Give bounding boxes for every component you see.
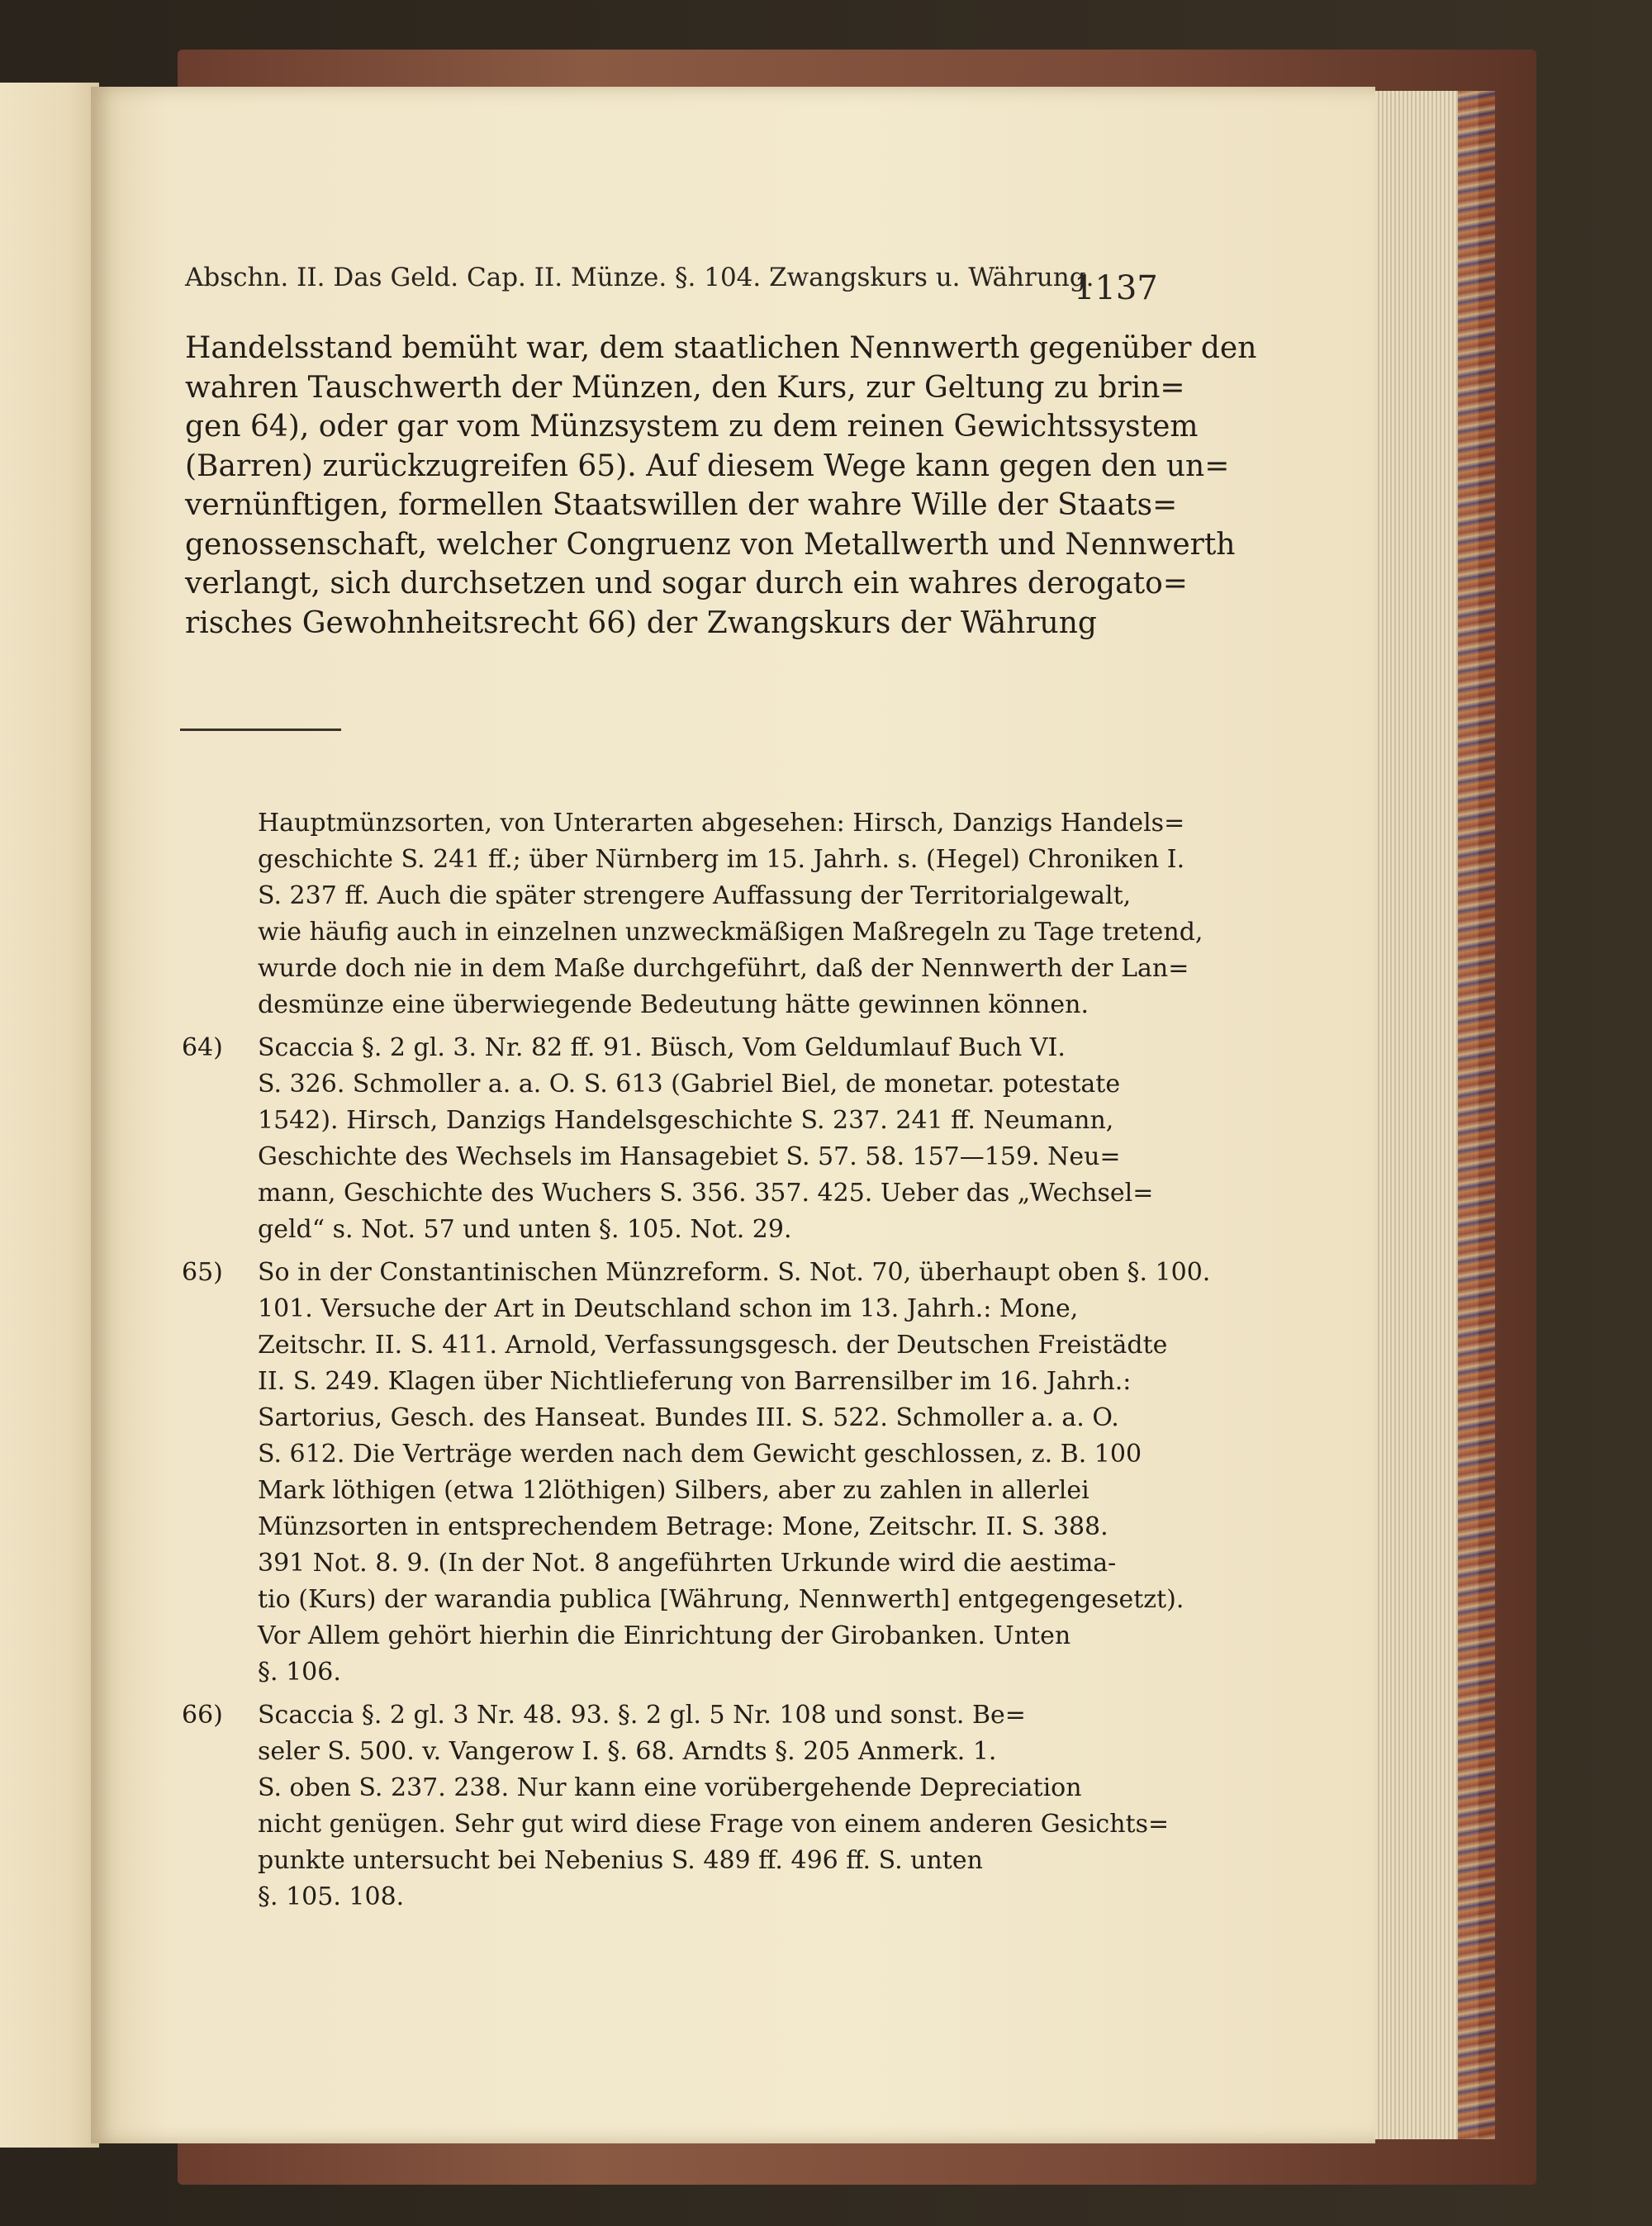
- footnote-line: 1542). Hirsch, Danzigs Handelsgeschichte S. 237. 241 ff. Neumann,: [258, 1106, 1114, 1135]
- footnote-number: 66): [182, 1701, 223, 1730]
- footnote-line: Hauptmünzsorten, von Unterarten abgesehen: Hirsch, Danzigs Handels=: [258, 809, 1185, 838]
- footnote-line: seler S. 500. v. Vangerow I. §. 68. Arndts §. 205 Anmerk. 1.: [258, 1737, 997, 1766]
- running-header: Abschn. II. Das Geld. Cap. II. Münze. §. 104. Zwangskurs u. Währung.: [185, 263, 1094, 292]
- footnote-line: geld“ s. Not. 57 und unten §. 105. Not. 29.: [258, 1215, 792, 1244]
- footnote-line: II. S. 249. Klagen über Nichtlieferung von Barrensilber im 16. Jahrh.:: [258, 1367, 1132, 1396]
- footnote-line: desmünze eine überwiegende Bedeutung hätte gewinnen können.: [258, 990, 1089, 1019]
- footnote-line: punkte untersucht bei Nebenius S. 489 ff. 496 ff. S. unten: [258, 1846, 983, 1875]
- footnote-line: So in der Constantinischen Münzreform. S. Not. 70, überhaupt oben §. 100.: [258, 1258, 1211, 1287]
- footnote-separator: [180, 729, 341, 731]
- footnote-line: 391 Not. 8. 9. (In der Not. 8 angeführten Urkunde wird die aestima-: [258, 1549, 1117, 1578]
- body-line: genossenschaft, welcher Congruenz von Metallwerth und Nennwerth: [185, 527, 1236, 562]
- footnote-line: wurde doch nie in dem Maße durchgeführt, daß der Nennwerth der Lan=: [258, 954, 1189, 983]
- footnotes: [182, 805, 1211, 1915]
- body-line: vernünftigen, formellen Staatswillen der wahre Wille der Staats=: [185, 488, 1178, 522]
- footnote-number: 65): [182, 1258, 223, 1287]
- footnote-line: Münzsorten in entsprechendem Betrage: Mone, Zeitschr. II. S. 388.: [258, 1512, 1108, 1541]
- footnote-line: mann, Geschichte des Wuchers S. 356. 357. 425. Ueber das „Wechsel=: [258, 1179, 1154, 1208]
- body-line: risches Gewohnheitsrecht 66) der Zwangskurs der Währung: [185, 605, 1097, 640]
- footnote-line: §. 106.: [258, 1658, 341, 1687]
- footnote-line: Vor Allem gehört hierhin die Einrichtung der Girobanken. Unten: [258, 1621, 1071, 1650]
- footnote-line: Mark löthigen (etwa 12löthigen) Silbers, aber zu zahlen in allerlei: [258, 1476, 1089, 1505]
- footnote-line: S. 326. Schmoller a. a. O. S. 613 (Gabriel Biel, de monetar. potestate: [258, 1070, 1121, 1099]
- footnote-line: Zeitschr. II. S. 411. Arnold, Verfassungsgesch. der Deutschen Freistädte: [258, 1331, 1168, 1360]
- left-page: [0, 83, 99, 2148]
- footnote-line: Scaccia §. 2 gl. 3 Nr. 48. 93. §. 2 gl. 5 Nr. 108 und sonst. Be=: [258, 1701, 1026, 1730]
- footnote-line: Geschichte des Wechsels im Hansagebiet S. 57. 58. 157—159. Neu=: [258, 1142, 1121, 1171]
- body-line: Handelsstand bemüht war, dem staatlichen Nennwerth gegenüber den: [185, 331, 1257, 365]
- footnote-65: [182, 1255, 1211, 1691]
- footnote-line: §. 105. 108.: [258, 1882, 405, 1911]
- footnote-line: geschichte S. 241 ff.; über Nürnberg im 15. Jahrh. s. (Hegel) Chroniken I.: [258, 845, 1185, 874]
- footnote-number: 64): [182, 1033, 223, 1062]
- body-line: verlangt, sich durchsetzen und sogar durch ein wahres derogato=: [185, 567, 1188, 600]
- footnote-line: tio (Kurs) der warandia publica [Währung, Nennwerth] entgegengesetzt).: [258, 1585, 1184, 1614]
- body-line: gen 64), oder gar vom Münzsystem zu dem reinen Gewichtssystem: [185, 410, 1199, 444]
- footnote-line: nicht genügen. Sehr gut wird diese Frage von einem anderen Gesichts=: [258, 1810, 1170, 1839]
- footnote-line: Sartorius, Gesch. des Hanseat. Bundes III. S. 522. Schmoller a. a. O.: [258, 1403, 1119, 1432]
- footnote-line: S. 612. Die Verträge werden nach dem Gewicht geschlossen, z. B. 100: [258, 1440, 1142, 1469]
- body-text: [185, 329, 1257, 643]
- footnote-64: [182, 1030, 1154, 1248]
- footnote-continuation: [182, 805, 1203, 1023]
- page-number: 1137: [1074, 269, 1158, 307]
- footnote-line: wie häufig auch in einzelnen unzweckmäßigen Maßregeln zu Tage tretend,: [258, 918, 1203, 947]
- body-line: (Barren) zurückzugreifen 65). Auf diesem Wege kann gegen den un=: [185, 449, 1230, 483]
- marbled-edge: [1458, 91, 1495, 2139]
- footnote-line: S. 237 ff. Auch die später strengere Auffassung der Territorialgewalt,: [258, 881, 1132, 910]
- footnote-line: Scaccia §. 2 gl. 3. Nr. 82 ff. 91. Büsch, Vom Geldumlauf Buch VI.: [258, 1033, 1066, 1062]
- body-line: wahren Tauschwerth der Münzen, den Kurs, zur Geltung zu brin=: [185, 370, 1185, 405]
- footnote-line: S. oben S. 237. 238. Nur kann eine vorübergehende Depreciation: [258, 1773, 1082, 1802]
- footnote-line: 101. Versuche der Art in Deutschland schon im 13. Jahrh.: Mone,: [258, 1294, 1079, 1323]
- footnote-66: [182, 1697, 1170, 1915]
